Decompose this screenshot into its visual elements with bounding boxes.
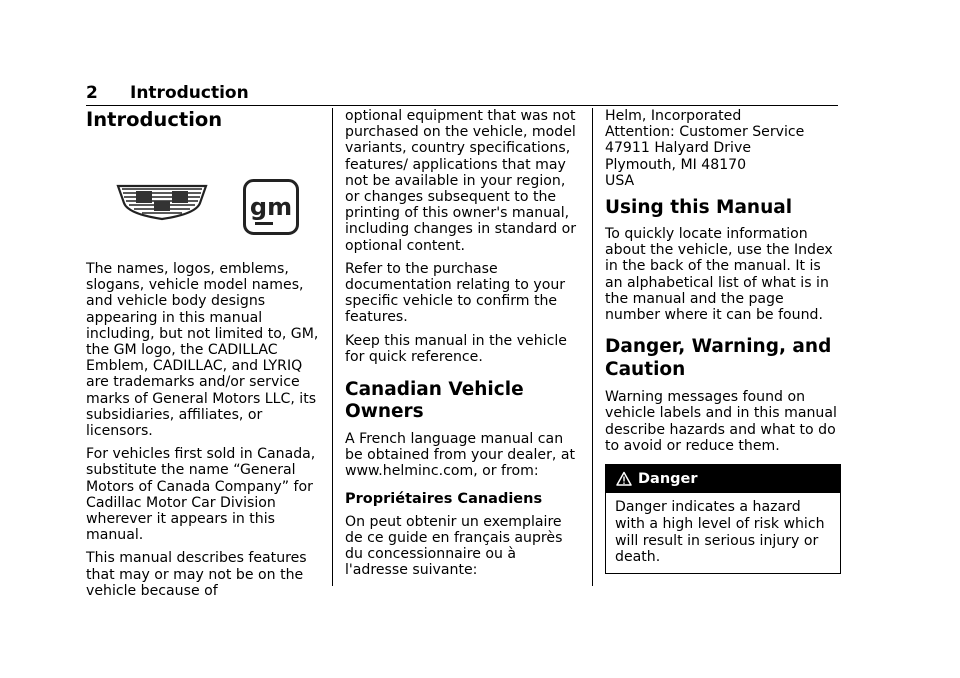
french-manual-paragraph: A French language manual can be obtained from your dealer, at www.helminc.com, or from: (345, 431, 575, 480)
column-2 (345, 108, 581, 585)
canada-name-paragraph: For vehicles first sold in Canada, substitute the name “General Motors of Canada Company” for Cadillac Motor Car Division wherever it appears in this manual. (86, 446, 316, 544)
page-number: 2 (86, 83, 98, 103)
address-line: USA (605, 172, 635, 189)
canadian-owners-heading: Canadian Vehicle Owners (345, 379, 524, 423)
using-manual-heading: Using this Manual (605, 197, 793, 219)
trademark-paragraph: The names, logos, emblems, slogans, vehicle model names, and vehicle body designs appearing in this manual including, but not limited to, GM, the GM logo, the CADILLAC Emblem, CADILLAC, and LYRIQ are trademarks and/or service marks of General Motors LLC, its subsidiaries, affiliates, or licensors. (86, 261, 319, 440)
gm-logo-icon (243, 179, 299, 235)
danger-box-title: Danger (638, 471, 698, 488)
features-paragraph: This manual describes features that may or may not be on the vehicle because of (86, 550, 307, 599)
column-3 (605, 108, 841, 574)
cadillac-emblem-icon (116, 183, 208, 221)
address-line: Plymouth, MI 48170 (605, 156, 747, 173)
warning-messages-paragraph: Warning messages found on vehicle labels and in this manual describe hazards and what to do to avoid or reduce them. (605, 389, 837, 454)
warning-triangle-icon (616, 471, 632, 487)
danger-box-body (606, 493, 840, 573)
address-line: Helm, Incorporated (605, 108, 742, 124)
column-divider (592, 108, 593, 586)
danger-box-text: Danger indicates a hazard with a high level of risk which will result in serious injury or death. (615, 499, 825, 566)
brand-logos (86, 131, 322, 261)
danger-box (605, 464, 841, 574)
keep-manual-paragraph: Keep this manual in the vehicle for quick reference. (345, 332, 567, 365)
address-line: Attention: Customer Service (605, 124, 805, 141)
section-title: Introduction (130, 83, 249, 103)
using-manual-paragraph: To quickly locate information about the vehicle, use the Index in the back of the manual. It is an alphabetical list of what is in the manual and the page number where it can be found. (605, 226, 833, 324)
column-1 (86, 108, 322, 606)
helm-address (605, 108, 841, 189)
page-header (86, 81, 838, 106)
purchase-doc-paragraph: Refer to the purchase documentation relating to your specific vehicle to confirm the features. (345, 260, 566, 326)
danger-warning-heading: Danger, Warning, and Caution (605, 336, 832, 381)
page-title: Introduction (86, 108, 223, 131)
proprietaires-heading: Propriétaires Canadiens (345, 490, 543, 507)
column-divider (332, 108, 333, 586)
danger-box-header (606, 465, 840, 493)
optional-equipment-paragraph: optional equipment that was not purchased on the vehicle, model variants, country specifications, features/ applications that may not be available in your region, or changes subsequent to the printing of this owner's manual, including changes in standard or optional content. (345, 108, 577, 254)
gm-logo-text: gm (249, 193, 293, 221)
address-line: 47911 Halyard Drive (605, 140, 751, 157)
french-paragraph: On peut obtenir un exemplaire de ce guide en français auprès du concessionnaire ou à l'adresse suivante: (345, 513, 563, 579)
